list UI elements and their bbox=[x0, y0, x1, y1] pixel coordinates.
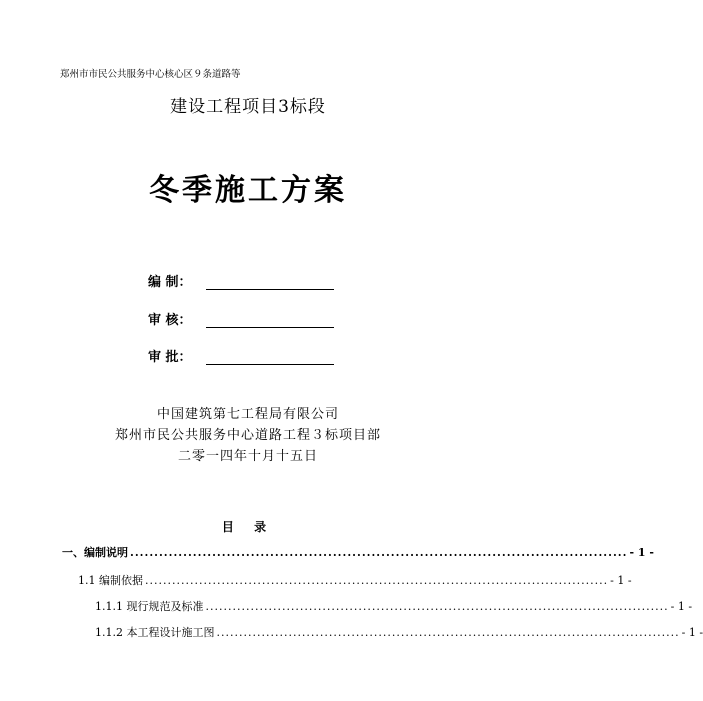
signature-row-compile bbox=[148, 270, 334, 290]
project-title: 建设工程项目3标段 bbox=[170, 97, 326, 117]
signature-row-review bbox=[148, 308, 334, 328]
toc-entry-page: - 1 - bbox=[670, 600, 693, 613]
toc-entry-page: - 1 - bbox=[629, 546, 654, 559]
project-department: 郑州市民公共服务中心道路工程３标项目部 bbox=[114, 428, 381, 443]
toc-entry[interactable] bbox=[62, 544, 654, 560]
toc-title: 目 录 bbox=[221, 520, 275, 534]
signature-line-review bbox=[206, 313, 334, 328]
signature-line-approve bbox=[206, 350, 334, 365]
toc-leader-dots: ....................................................................................................... bbox=[216, 626, 680, 639]
toc-leader-dots: ....................................................................................................... bbox=[130, 546, 628, 559]
company-name: 中国建筑第七工程局有限公司 bbox=[156, 407, 339, 422]
signature-label-approve: 审 批： bbox=[148, 350, 192, 365]
signature-row-approve bbox=[148, 345, 334, 365]
signature-line-compile bbox=[206, 275, 334, 290]
toc-entry-text: 1.1.2 本工程设计施工图 bbox=[95, 626, 215, 639]
toc-leader-dots: ....................................................................................................... bbox=[205, 600, 669, 613]
plan-title: 冬季施工方案 bbox=[149, 173, 347, 208]
toc-entry[interactable] bbox=[95, 624, 703, 640]
toc-entry-page: - 1 - bbox=[681, 626, 703, 639]
toc-entry-page: - 1 - bbox=[610, 574, 632, 587]
toc-entry[interactable] bbox=[95, 598, 693, 614]
toc-leader-dots: ....................................................................................................... bbox=[145, 574, 609, 587]
signature-label-review: 审 核： bbox=[148, 313, 192, 328]
toc-entry[interactable] bbox=[78, 572, 632, 588]
document-date: 二零一四年十月十五日 bbox=[177, 449, 318, 464]
toc-entry-text: 1.1 编制依据 bbox=[78, 574, 143, 587]
header-note: 郑州市市民公共服务中心核心区９条道路等 bbox=[60, 69, 241, 80]
toc-entry-text: 一、编制说明 bbox=[62, 546, 128, 559]
toc-entry-text: 1.1.1 现行规范及标准 bbox=[95, 600, 204, 613]
signature-label-compile: 编 制： bbox=[148, 275, 192, 290]
